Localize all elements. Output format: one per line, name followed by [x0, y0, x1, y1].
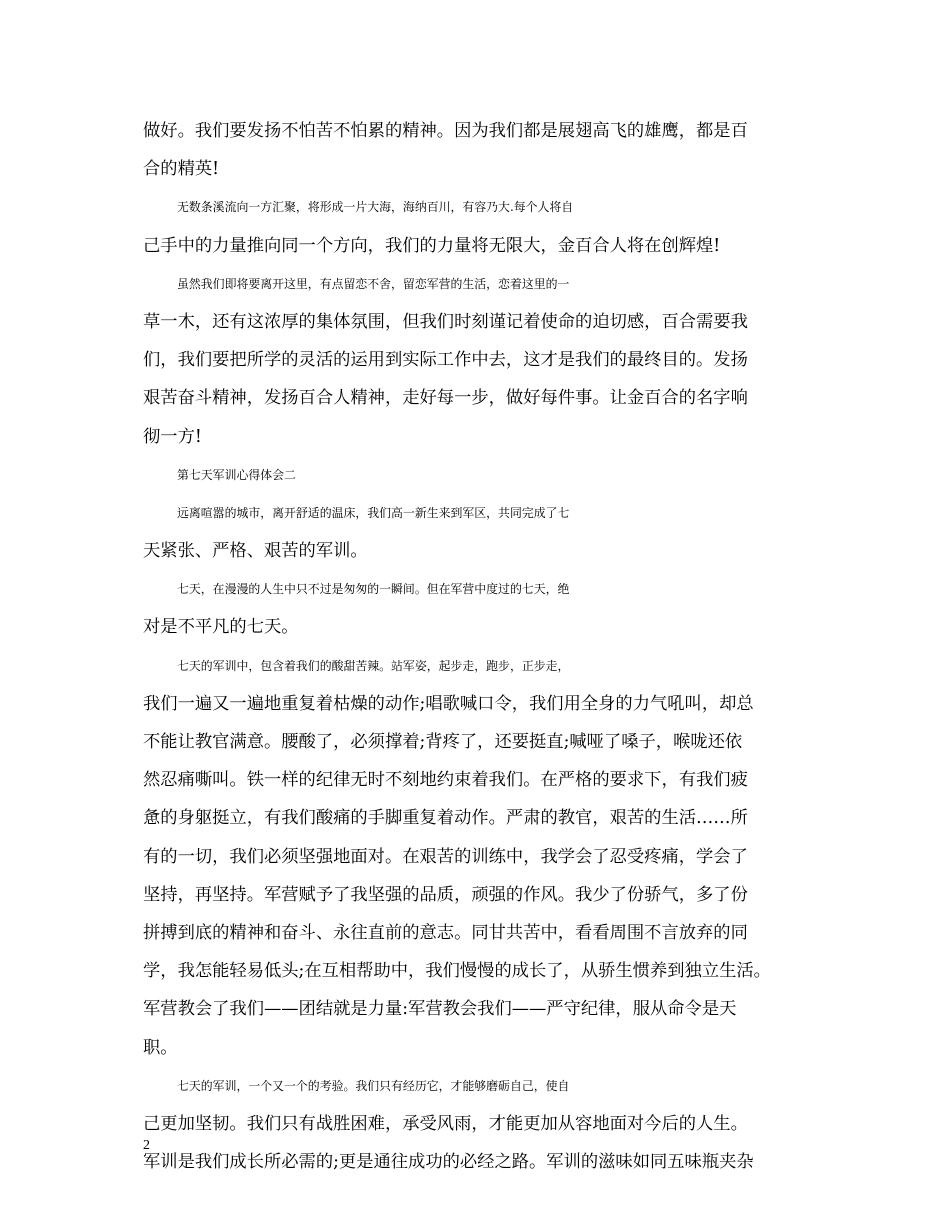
text-line: 职。: [143, 1037, 178, 1058]
text-line: 做好。我们要发扬不怕苦不怕累的精神。因为我们都是展翅高飞的雄鹰，都是百: [143, 121, 748, 141]
text-line: 对是不平凡的七天。: [143, 617, 299, 638]
text-line: 草一木，还有这浓厚的集体氛围，但我们时刻谨记着使命的迫切感，百合需要我: [143, 311, 748, 332]
text-line: 学，我怎能轻易低头;在互相帮助中，我们慢慢的成长了，从骄生惯养到独立生活。: [143, 961, 771, 982]
text-line: 七天的军训中，包含着我们的酸甜苦辣。站军姿，起步走，跑步，正步走，: [177, 658, 570, 673]
text-line: 们，我们要把所学的灵活的运用到实际工作中去，这才是我们的最终目的。发扬: [143, 350, 748, 371]
text-line: 七天的军训，一个又一个的考验。我们只有经历它，才能够磨砺自己，使自: [177, 1078, 570, 1093]
text-line: 坚持，再坚持。军营赋予了我坚强的品质，顽强的作风。我少了份骄气，多了份: [143, 884, 748, 905]
text-line: 然忍痛嘶叫。铁一样的纪律无时不刻地约束着我们。在严格的要求下，有我们疲: [143, 770, 748, 791]
text-line: 不能让教官满意。腰酸了，必须撑着;背疼了，还要挺直;喊哑了嗓子，喉咙还依: [143, 732, 743, 752]
text-line: 无数条溪流向一方汇聚，将形成一片大海，海纳百川，有容乃大.每个人将自: [177, 200, 574, 215]
text-line: 军训是我们成长所必需的;更是通往成功的必经之路。军训的滋味如同五味瓶夹杂: [143, 1152, 754, 1173]
text-line: 我们一遍又一遍地重复着枯燥的动作;唱歌喊口令，我们用全身的力气吼叫，却总: [143, 693, 754, 714]
document-body: [143, 112, 819, 1181]
text-line: 七天，在漫漫的人生中只不过是匆匆的一瞬间。但在军营中度过的七天，绝: [177, 582, 570, 597]
text-line: 己更加坚韧。我们只有战胜困难，承受风雨，才能更加从容地面对今后的人生。: [143, 1113, 748, 1134]
text-line: 合的精英!: [143, 159, 220, 180]
text-line: 虽然我们即将要离开这里，有点留恋不舍，留恋军营的生活，恋着这里的一: [177, 276, 570, 291]
text-line: 第七天军训心得体会二: [177, 467, 296, 482]
page-number: 2: [143, 1138, 150, 1153]
text-line: 彻一方!: [143, 426, 202, 447]
text-line: 己手中的力量推向同一个方向，我们的力量将无限大，金百合人将在创辉煌!: [143, 235, 721, 256]
text-line: 有的一切，我们必须坚强地面对。在艰苦的训练中，我学会了忍受疼痛，学会了: [143, 846, 748, 867]
text-line: 军营教会了我们——团结就是力量:军营教会我们——严守纪律，服从命令是天: [143, 999, 737, 1020]
text-line: 远离喧嚣的城市，离开舒适的温床，我们高一新生来到军区，共同完成了七: [177, 505, 570, 520]
text-line: 天紧张、严格、艰苦的军训。: [143, 541, 368, 562]
text-line: 拼搏到底的精神和奋斗、永往直前的意志。同甘共苦中，看看周围不言放弃的同: [143, 922, 748, 943]
text-line: 艰苦奋斗精神，发扬百合人精神，走好每一步，做好每件事。让金百合的名字响: [143, 388, 748, 409]
text-line: 惫的身躯挺立，有我们酸痛的手脚重复着动作。严肃的教官，艰苦的生活……所: [143, 808, 748, 829]
